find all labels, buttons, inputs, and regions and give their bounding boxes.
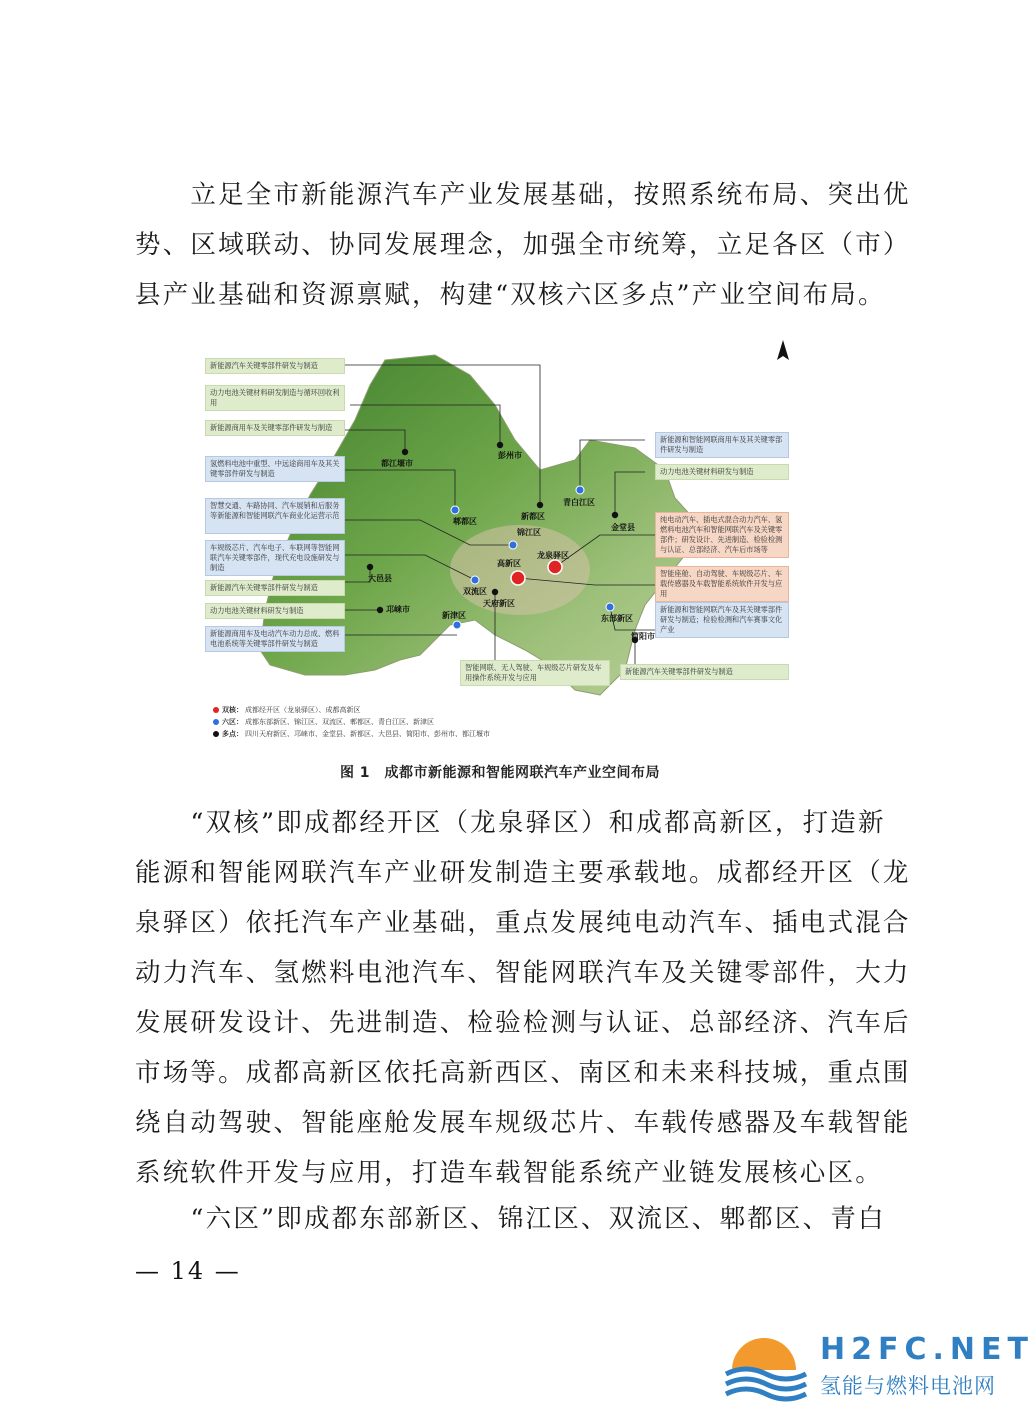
text-line: 能源和智能网联汽车产业研发制造主要承载地。成都经开区（龙 [135,858,911,888]
text-line: 市场等。成都高新区依托高新西区、南区和未来科技城，重点围 [135,1058,911,1088]
text-line: 发展研发设计、先进制造、检验检测与认证、总部经济、汽车后 [135,1008,911,1038]
place-shuangliu: 双流区 [463,587,487,596]
legend-key: 六区： [222,718,243,726]
label-left-4: 氢燃料电池中重型、中远途商用车及其关键零部件研发与制造 [205,456,345,482]
label-right-4: 智能座舱、自动驾驶、车规级芯片、车载传感器及车载智能系统软件开发与应用 [655,566,789,602]
label-right-5: 新能源和智能网联汽车及其关键零部件研发与制造；检验检测和汽车赛事文化产业 [655,602,789,638]
legend-row [213,728,490,740]
marker-xindu [537,502,543,508]
marker-qionglai [377,607,383,613]
legend-row [213,704,490,716]
label-left-6: 车规级芯片、汽车电子、车联网等智能网联汽车关键零部件，现代充电设施研发与制造 [205,540,345,576]
watermark-subtitle: 氢能与燃料电池网 [820,1374,996,1398]
place-jinjiang: 锦江区 [517,528,541,537]
figure-caption: 图 1 成都市新能源和智能网联汽车产业空间布局 [339,765,661,781]
text-line: “双核”即成都经开区（龙泉驿区）和成都高新区，打造新 [135,808,886,838]
legend-row [213,716,490,728]
place-dujiangyan: 都江堰市 [381,459,413,468]
industry-layout-map-figure [195,330,805,750]
watermark-title: H2FC.NET [820,1332,1034,1367]
place-dongbu: 东部新区 [601,614,633,623]
marker-tianfu [492,589,498,595]
place-gaoxin: 高新区 [497,559,521,568]
place-qionglai: 邛崃市 [386,605,410,614]
text-line: “六区”即成都东部新区、锦江区、双流区、郫都区、青白 [135,1204,886,1234]
label-left-5: 智慧交通、车路协同、汽车展销和后服务等新能源和智能网联汽车商业化运营示范 [205,498,345,534]
text-line: 动力汽车、氢燃料电池汽车、智能网联汽车及关键零部件，大力 [135,958,911,988]
text-line: 县产业基础和资源禀赋，构建“双核六区多点”产业空间布局。 [135,280,886,310]
label-right-1: 新能源和智能网联商用车及其关键零部件研发与制造 [655,432,789,458]
place-jintang: 金堂县 [611,523,635,532]
marker-gaoxin [511,571,525,585]
label-right-2: 动力电池关键材料研发与制造 [655,464,789,480]
place-tianfu: 天府新区 [483,599,515,608]
marker-pengzhou [497,442,503,448]
label-left-8: 动力电池关键材料研发与制造 [205,603,345,619]
marker-jintang [612,512,618,518]
marker-longquanyi [548,560,562,574]
legend-key: 多点： [222,730,243,738]
marker-qingbaijiang [576,486,584,494]
marker-shuangliu [471,576,479,584]
text-line: 泉驿区）依托汽车产业基础，重点发展纯电动汽车、插电式混合 [135,908,911,938]
place-xinjin: 新津区 [442,611,466,620]
legend-key: 双核： [222,706,243,714]
marker-dayi [367,564,373,570]
legend-text: 成都东部新区、锦江区、双流区、郫都区、青白江区、新津区 [245,718,434,726]
place-pengzhou: 彭州市 [498,451,522,460]
urban-core-area [450,525,590,615]
text-line: 绕自动驾驶、智能座舱发展车规级芯片、车载传感器及车载智能 [135,1108,911,1138]
north-arrow-icon [777,340,789,360]
label-left-1: 新能源汽车关键零部件研发与制造 [205,358,345,374]
legend-text: 四川天府新区、邛崃市、金堂县、新都区、大邑县、简阳市、彭州市、都江堰市 [245,730,490,738]
label-right-3: 纯电动汽车、插电式混合动力汽车、氢燃料电池汽车和智能网联汽车及关键零部件；研发设计、先进制造、检验检测与认证、总部经济、汽车后市场等 [655,512,789,558]
marker-pidu [451,506,459,514]
label-left-7: 新能源汽车关键零部件研发与制造 [205,580,345,596]
page-number: — 14 — [135,1257,241,1285]
label-bottom: 智能网联、无人驾驶、车规级芯片研发及车用操作系统开发与应用 [460,660,610,686]
marker-dujiangyan [402,449,408,455]
place-dayi: 大邑县 [368,574,392,583]
map-legend [213,704,490,740]
marker-xinjin [453,621,461,629]
label-left-9: 新能源商用车及电动汽车动力总成、燃料电池系统等关键零部件研发与制造 [205,626,345,652]
legend-dot-icon [213,719,219,725]
text-line: 立足全市新能源汽车产业发展基础，按照系统布局、突出优 [135,180,911,210]
label-left-2: 动力电池关键材料研发制造与循环回收利用 [205,385,345,411]
paragraph-six-districts [135,1194,886,1244]
legend-dot-icon [213,707,219,713]
place-pidu: 郫都区 [453,517,477,526]
marker-jinjiang [509,541,517,549]
place-qingbaijiang: 青白江区 [563,498,595,507]
h2fc-logo-icon [722,1330,812,1402]
site-watermark [722,1330,1034,1402]
place-longquanyi: 龙泉驿区 [537,551,569,560]
paragraph-intro [135,170,911,320]
place-xindu: 新都区 [521,512,545,521]
label-right-6: 新能源汽车关键零部件研发与制造 [620,664,789,680]
text-line: 系统软件开发与应用，打造车载智能系统产业链发展核心区。 [135,1158,883,1188]
text-line: 势、区域联动、协同发展理念，加强全市统筹，立足各区（市） [135,230,911,260]
legend-dot-icon [213,731,219,737]
legend-text: 成都经开区（龙泉驿区）、成都高新区 [245,706,361,714]
place-jianyang: 简阳市 [631,632,655,641]
label-left-3: 新能源商用车及关键零部件研发与制造 [205,420,345,436]
paragraph-dual-core [135,798,911,1198]
marker-dongbu [606,603,614,611]
